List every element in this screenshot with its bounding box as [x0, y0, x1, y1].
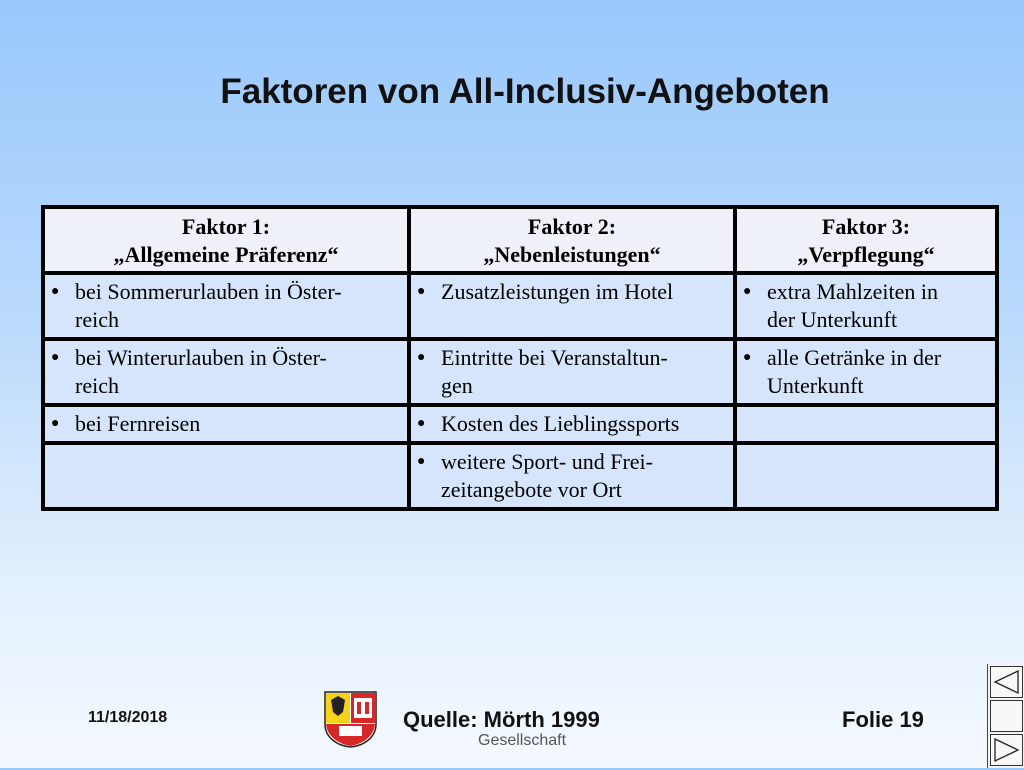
header-line: Faktor 1: — [181, 214, 271, 239]
slide-number: Folie 19 — [842, 707, 924, 732]
table-cell — [735, 339, 997, 405]
bullet-text: alle Getränke in der Unterkunft — [767, 345, 942, 398]
header-line: Faktor 3: — [821, 214, 911, 239]
bullet-icon: ● — [417, 454, 426, 469]
bullet-text: weitere Sport- und Frei- zeitangebote vor Ort — [441, 449, 653, 502]
bullet-icon: ● — [51, 284, 60, 299]
table-row — [43, 273, 997, 339]
header-line: „Allgemeine Präferenz“ — [113, 242, 339, 267]
bullet-icon: ● — [51, 350, 60, 365]
bullet-item — [417, 344, 727, 400]
table-cell — [409, 443, 735, 509]
table-cell — [735, 405, 997, 443]
partial-footer-text: Gesellschaft — [478, 732, 567, 749]
bullet-item — [417, 448, 727, 504]
header-factor-2 — [409, 207, 735, 273]
bullet-icon: ● — [417, 350, 426, 365]
home-slide-button[interactable] — [990, 700, 1023, 732]
bullet-icon: ● — [743, 350, 752, 365]
bullet-text: Kosten des Lieblingssports — [441, 411, 680, 436]
previous-slide-button[interactable] — [990, 666, 1023, 698]
slide-date: 11/18/2018 — [88, 709, 168, 726]
header-line: „Nebenleistungen“ — [483, 242, 661, 267]
bullet-icon: ● — [743, 284, 752, 299]
table-cell — [43, 443, 409, 509]
table-cell — [43, 405, 409, 443]
table-cell — [409, 339, 735, 405]
source-citation: Quelle: Mörth 1999 — [403, 707, 600, 732]
bullet-text: Eintritte bei Veranstaltun- gen — [441, 345, 668, 398]
table-row — [43, 339, 997, 405]
slide-title: Faktoren von All-Inclusiv-Angeboten — [220, 72, 830, 111]
header-factor-3 — [735, 207, 997, 273]
bullet-item — [743, 278, 989, 334]
table-cell — [43, 339, 409, 405]
bullet-item — [743, 344, 989, 400]
factor-table — [41, 205, 999, 511]
next-slide-button[interactable] — [990, 734, 1023, 766]
bullet-item — [417, 410, 727, 438]
bullet-text: bei Fernreisen — [75, 411, 201, 436]
bullet-item — [51, 344, 401, 400]
bullet-icon: ● — [417, 284, 426, 299]
table-cell — [735, 443, 997, 509]
table-cell — [409, 405, 735, 443]
table-row — [43, 405, 997, 443]
bullet-icon: ● — [417, 416, 426, 431]
table-row — [43, 443, 997, 509]
header-factor-1 — [43, 207, 409, 273]
triangle-left-icon — [991, 667, 1022, 697]
table-cell — [409, 273, 735, 339]
header-line: „Verpflegung“ — [797, 242, 935, 267]
table-cell — [735, 273, 997, 339]
bullet-item — [417, 278, 727, 306]
bullet-icon: ● — [51, 416, 60, 431]
bullet-text: extra Mahlzeiten in der Unterkunft — [767, 279, 939, 332]
table-cell — [43, 273, 409, 339]
coat-of-arms-icon — [323, 690, 378, 748]
table-header-row — [43, 207, 997, 273]
triangle-right-icon — [991, 735, 1022, 765]
bullet-item — [51, 278, 401, 334]
bullet-text: bei Sommerurlauben in Öster- reich — [75, 279, 342, 332]
header-line: Faktor 2: — [527, 214, 617, 239]
bullet-text: Zusatzleistungen im Hotel — [441, 279, 674, 304]
bullet-item — [51, 410, 401, 438]
bullet-text: bei Winterurlauben in Öster- reich — [75, 345, 327, 398]
